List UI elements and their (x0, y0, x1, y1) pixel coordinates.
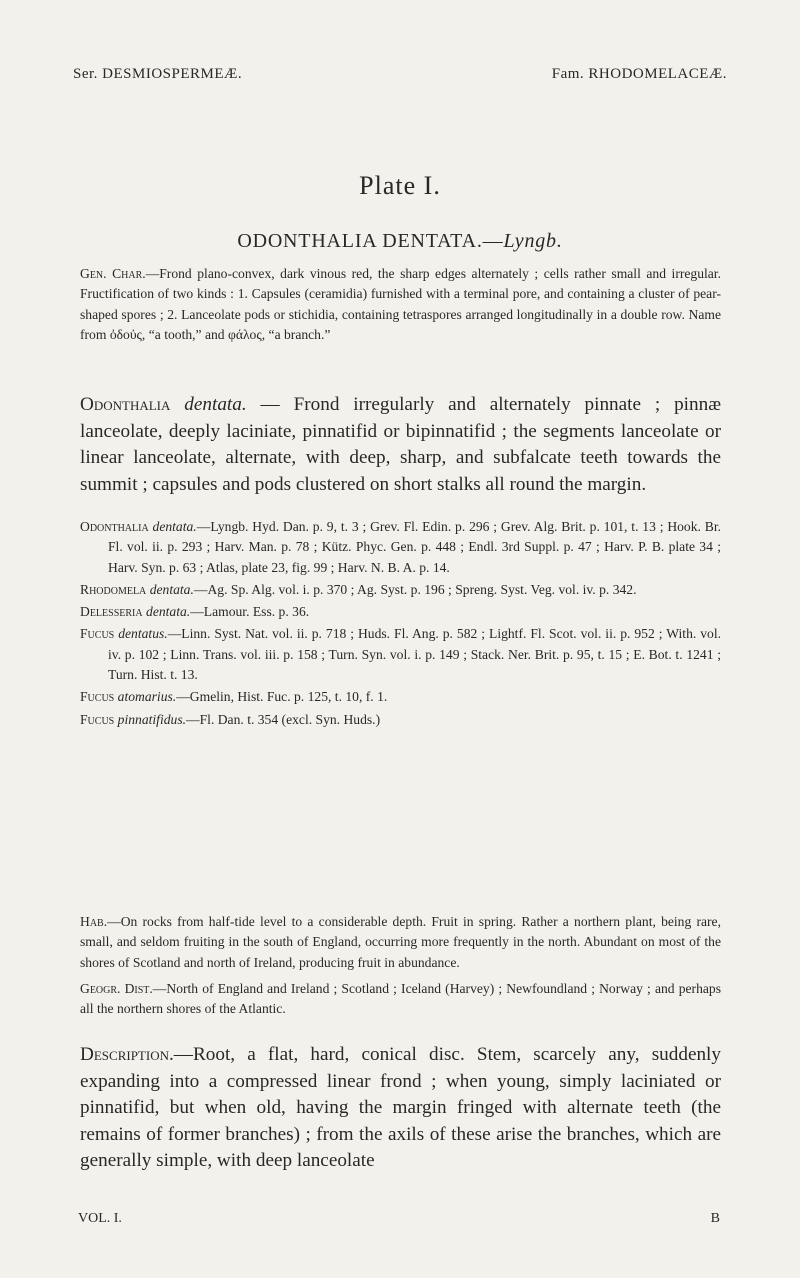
synonym-genus: Delesseria (80, 604, 143, 620)
synonym-genus: Fucus (80, 626, 115, 642)
synonym-entry (80, 624, 721, 685)
synonym-refs: —Lamour. Ess. p. 36. (190, 604, 310, 620)
signature-mark: B (710, 1211, 720, 1226)
synonym-refs: —Gmelin, Hist. Fuc. p. 125, t. 10, f. 1. (176, 689, 388, 705)
spec-species: dentata. (184, 394, 247, 415)
gen-char-text: —Frond plano-convex, dark vinous red, the sharp edges alternately ; cells rather small and irregular. Fructification of two kinds : 1. Capsules (ceramidia) furnished with a terminal pore, and containing a cluster of pear-shaped spores ; 2. Lanceolate pods or stichidia, containing tetraspores arranged longitudinally in a double row. Name from ὀδοὐς, “a tooth,” and φάλος, “a branch.” (80, 266, 721, 342)
spec-text: — Frond irregularly and alternately pinnate ; pinnæ lanceolate, deeply laciniate, pinnatifid or bipinnatifid ; the segments lanceolate or linear lanceolate, alternate, with deep, sharp, and subfalcate teeth towards the summit ; capsules and pods clustered on short stalks all round the margin. (80, 394, 721, 495)
synonym-genus: Rhodomela (80, 581, 147, 597)
synonym-species: dentatus. (118, 626, 168, 642)
habitat-label: Hab. (80, 914, 108, 929)
description-section (80, 1042, 721, 1175)
synonym-refs: —Ag. Sp. Alg. vol. i. p. 370 ; Ag. Syst. p. 196 ; Spreng. Syst. Veg. vol. iv. p. 342. (193, 581, 637, 597)
synonym-genus: Fucus (80, 689, 115, 705)
species-heading: ODONTHALIA DENTATA.—Lyngb. (237, 230, 563, 252)
header-family: Fam. RHODOMELACEÆ. (551, 66, 727, 82)
synonym-species: atomarius. (117, 689, 177, 705)
habitat-text: —On rocks from half-tide level to a considerable depth. Fruit in spring. Rather a northern plant, being rare, small, and seldom fruiting in the south of England, occurring more frequently in the north. Abundant on most of the shores of Scotland and north of Ireland, producing fruit in abundance. (80, 914, 721, 970)
synonym-entry (80, 602, 721, 622)
distribution-text: —North of England and Ireland ; Scotland ; Iceland (Harvey) ; Newfoundland ; Norway ; and perhaps all the northern shores of the Atlantic. (80, 980, 721, 1017)
species-name: ODONTHALIA DENTATA. (237, 230, 483, 252)
description-label: Description. (80, 1044, 174, 1065)
synonym-entry (80, 517, 721, 578)
volume-label: VOL. I. (78, 1211, 122, 1226)
description-text: —Root, a flat, hard, conical disc. Stem, scarcely any, suddenly expanding into a compressed linear frond ; when young, simply laciniated or pinnatifid, but when old, having the margin fringed with alternate teeth (the remains of former branches) ; from the axils of these arise the branches, which are generally simple, with deep lanceolate (80, 1044, 721, 1171)
gen-char-label: Gen. Char. (80, 266, 146, 281)
specific-character (80, 392, 721, 498)
habitat-section (80, 912, 721, 1019)
synonym-species: dentata. (152, 519, 197, 534)
spec-genus: Odonthalia (80, 394, 171, 415)
synonym-genus: Fucus (80, 711, 115, 727)
synonym-refs: —Fl. Dan. t. 354 (excl. Syn. Huds.) (186, 711, 381, 727)
species-author: Lyngb. (503, 230, 563, 252)
synonym-refs: —Lyngb. Hyd. Dan. p. 9, t. 3 ; Grev. Fl. Edin. p. 296 ; Grev. Alg. Brit. p. 101, t. 13 ; Hook. Br. Fl. vol. ii. p. 293 ; Harv. Man. p. 78 ; Kütz. Phyc. Gen. p. 448 ; Endl. 3rd Suppl. p. 47 ; Harv. P. B. plate 34 ; Harv. Syn. p. 63 ; Atlas, plate 23, fig. 99 ; Harv. N. B. A. p. 14. (108, 519, 721, 575)
synonymy-list (80, 517, 721, 732)
synonym-species: dentata. (149, 581, 194, 597)
distribution-label: Geogr. Dist. (80, 980, 153, 996)
synonym-species: pinnatifidus. (117, 711, 187, 727)
header-series: Ser. DESMIOSPERMEÆ. (73, 66, 243, 82)
synonym-refs: —Linn. Syst. Nat. vol. ii. p. 718 ; Huds. Fl. Ang. p. 582 ; Lightf. Fl. Scot. vol. ii. p. 952 ; With. vol. iv. p. 102 ; Linn. Trans. vol. iii. p. 158 ; Turn. Syn. vol. i. p. 149 ; Stack. Ner. Brit. p. 95, t. 15 ; E. Bot. t. 1241 ; Turn. Hist. t. 13. (108, 626, 721, 683)
generic-character (80, 264, 721, 345)
synonym-entry (80, 710, 721, 730)
synonym-species: dentata. (146, 604, 191, 620)
synonym-entry (80, 687, 721, 707)
plate-title: Plate I. (359, 171, 441, 200)
synonym-genus: Odonthalia (80, 519, 149, 534)
synonym-entry (80, 580, 721, 600)
